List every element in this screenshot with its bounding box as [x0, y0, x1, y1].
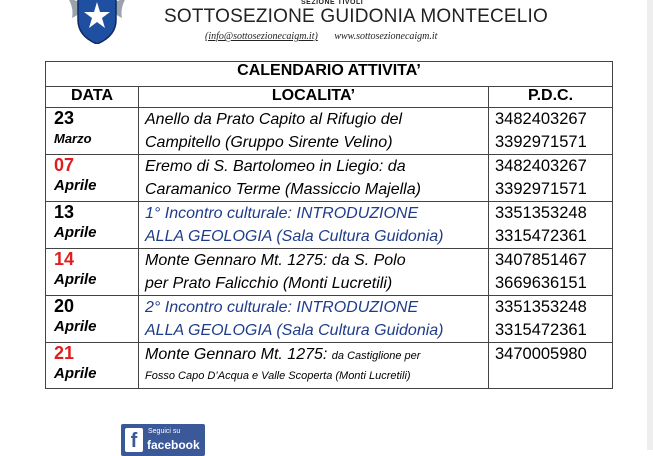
column-header-date: DATA [46, 87, 139, 108]
date-cell [46, 155, 139, 202]
location-line: ALLA GEOLOGIA (Sala Cultura Guidonia) [145, 228, 444, 245]
column-header-location: LOCALITA’ [139, 87, 489, 108]
activity-calendar-table [45, 61, 613, 389]
email-link[interactable]: (info@sottosezionecaigm.it) [205, 31, 318, 42]
pdc-cell [489, 155, 613, 202]
pdc-cell [489, 296, 613, 343]
facebook-name: facebook [147, 438, 200, 452]
table-row [46, 249, 613, 296]
location-detail: Fosso Capo D’Acqua e Valle Scoperta (Monti Lucretili) [145, 370, 411, 382]
event-month: Aprile [54, 318, 97, 335]
location-cell [139, 202, 489, 249]
page-title: SOTTOSEZIONE GUIDONIA MONTECELIO [164, 6, 548, 27]
location-main: Monte Gennaro Mt. 1275: [145, 346, 328, 363]
phone-number[interactable]: 3351353248 [495, 298, 587, 316]
facebook-follow-badge[interactable] [121, 424, 205, 456]
phone-number[interactable]: 3392971571 [495, 133, 587, 151]
website-link[interactable]: www.sottosezionecaigm.it [334, 31, 438, 42]
location-line: 1° Incontro culturale: INTRODUZIONE [145, 205, 419, 222]
location-line: Campitello (Gruppo Sirente Velino) [145, 134, 393, 151]
phone-number[interactable]: 3351353248 [495, 204, 587, 222]
table-row [46, 108, 613, 155]
location-detail: da Castiglione per [331, 350, 421, 362]
phone-number[interactable]: 3470005980 [495, 345, 587, 363]
event-day: 14 [54, 249, 75, 269]
location-line [145, 343, 488, 366]
location-line: Anello da Prato Capito al Rifugio del [145, 111, 403, 128]
location-line: Caramanico Terme (Massiccio Majella) [145, 181, 421, 198]
event-month: Marzo [54, 131, 92, 146]
pdc-cell [489, 202, 613, 249]
contact-line [205, 31, 437, 42]
pdc-cell [489, 249, 613, 296]
location-line: 2° Incontro culturale: INTRODUZIONE [145, 299, 419, 316]
location-cell [139, 108, 489, 155]
date-cell [46, 343, 139, 389]
facebook-follow-label: Seguici su [148, 428, 181, 435]
location-line: Monte Gennaro Mt. 1275: da S. Polo [145, 252, 406, 269]
date-cell [46, 108, 139, 155]
column-header-pdc: P.D.C. [489, 87, 613, 108]
location-cell [139, 343, 489, 389]
facebook-icon: f [125, 428, 143, 452]
phone-number[interactable]: 3669636151 [495, 274, 587, 292]
location-cell [139, 296, 489, 343]
pdc-cell [489, 343, 613, 389]
event-month: Aprile [54, 224, 97, 241]
page-edge [647, 0, 653, 450]
table-row [46, 343, 613, 389]
table-row [46, 155, 613, 202]
date-cell [46, 249, 139, 296]
phone-number[interactable]: 3482403267 [495, 157, 587, 175]
event-day: 20 [54, 296, 75, 316]
phone-number[interactable]: 3392971571 [495, 180, 587, 198]
event-day: 13 [54, 202, 75, 222]
event-month: Aprile [54, 365, 97, 382]
phone-number[interactable]: 3407851467 [495, 251, 587, 269]
location-line: ALLA GEOLOGIA (Sala Cultura Guidonia) [145, 322, 444, 339]
event-day: 23 [54, 108, 75, 128]
pdc-cell [489, 108, 613, 155]
phone-number[interactable]: 3315472361 [495, 321, 587, 339]
table-title: CALENDARIO ATTIVITA’ [46, 62, 613, 87]
subsection-label: SEZIONE TIVOLI [301, 0, 364, 6]
event-day: 21 [54, 343, 75, 363]
event-month: Aprile [54, 271, 97, 288]
location-cell [139, 249, 489, 296]
date-cell [46, 296, 139, 343]
location-cell [139, 155, 489, 202]
event-day: 07 [54, 155, 75, 175]
location-line: per Prato Falicchio (Monti Lucretili) [145, 275, 393, 292]
event-month: Aprile [54, 177, 97, 194]
table-row [46, 296, 613, 343]
table-row [46, 202, 613, 249]
phone-number[interactable]: 3482403267 [495, 110, 587, 128]
date-cell [46, 202, 139, 249]
phone-number[interactable]: 3315472361 [495, 227, 587, 245]
cai-shield-logo [64, 0, 130, 44]
location-line: Eremo di S. Bartolomeo in Liegio: da [145, 158, 406, 175]
